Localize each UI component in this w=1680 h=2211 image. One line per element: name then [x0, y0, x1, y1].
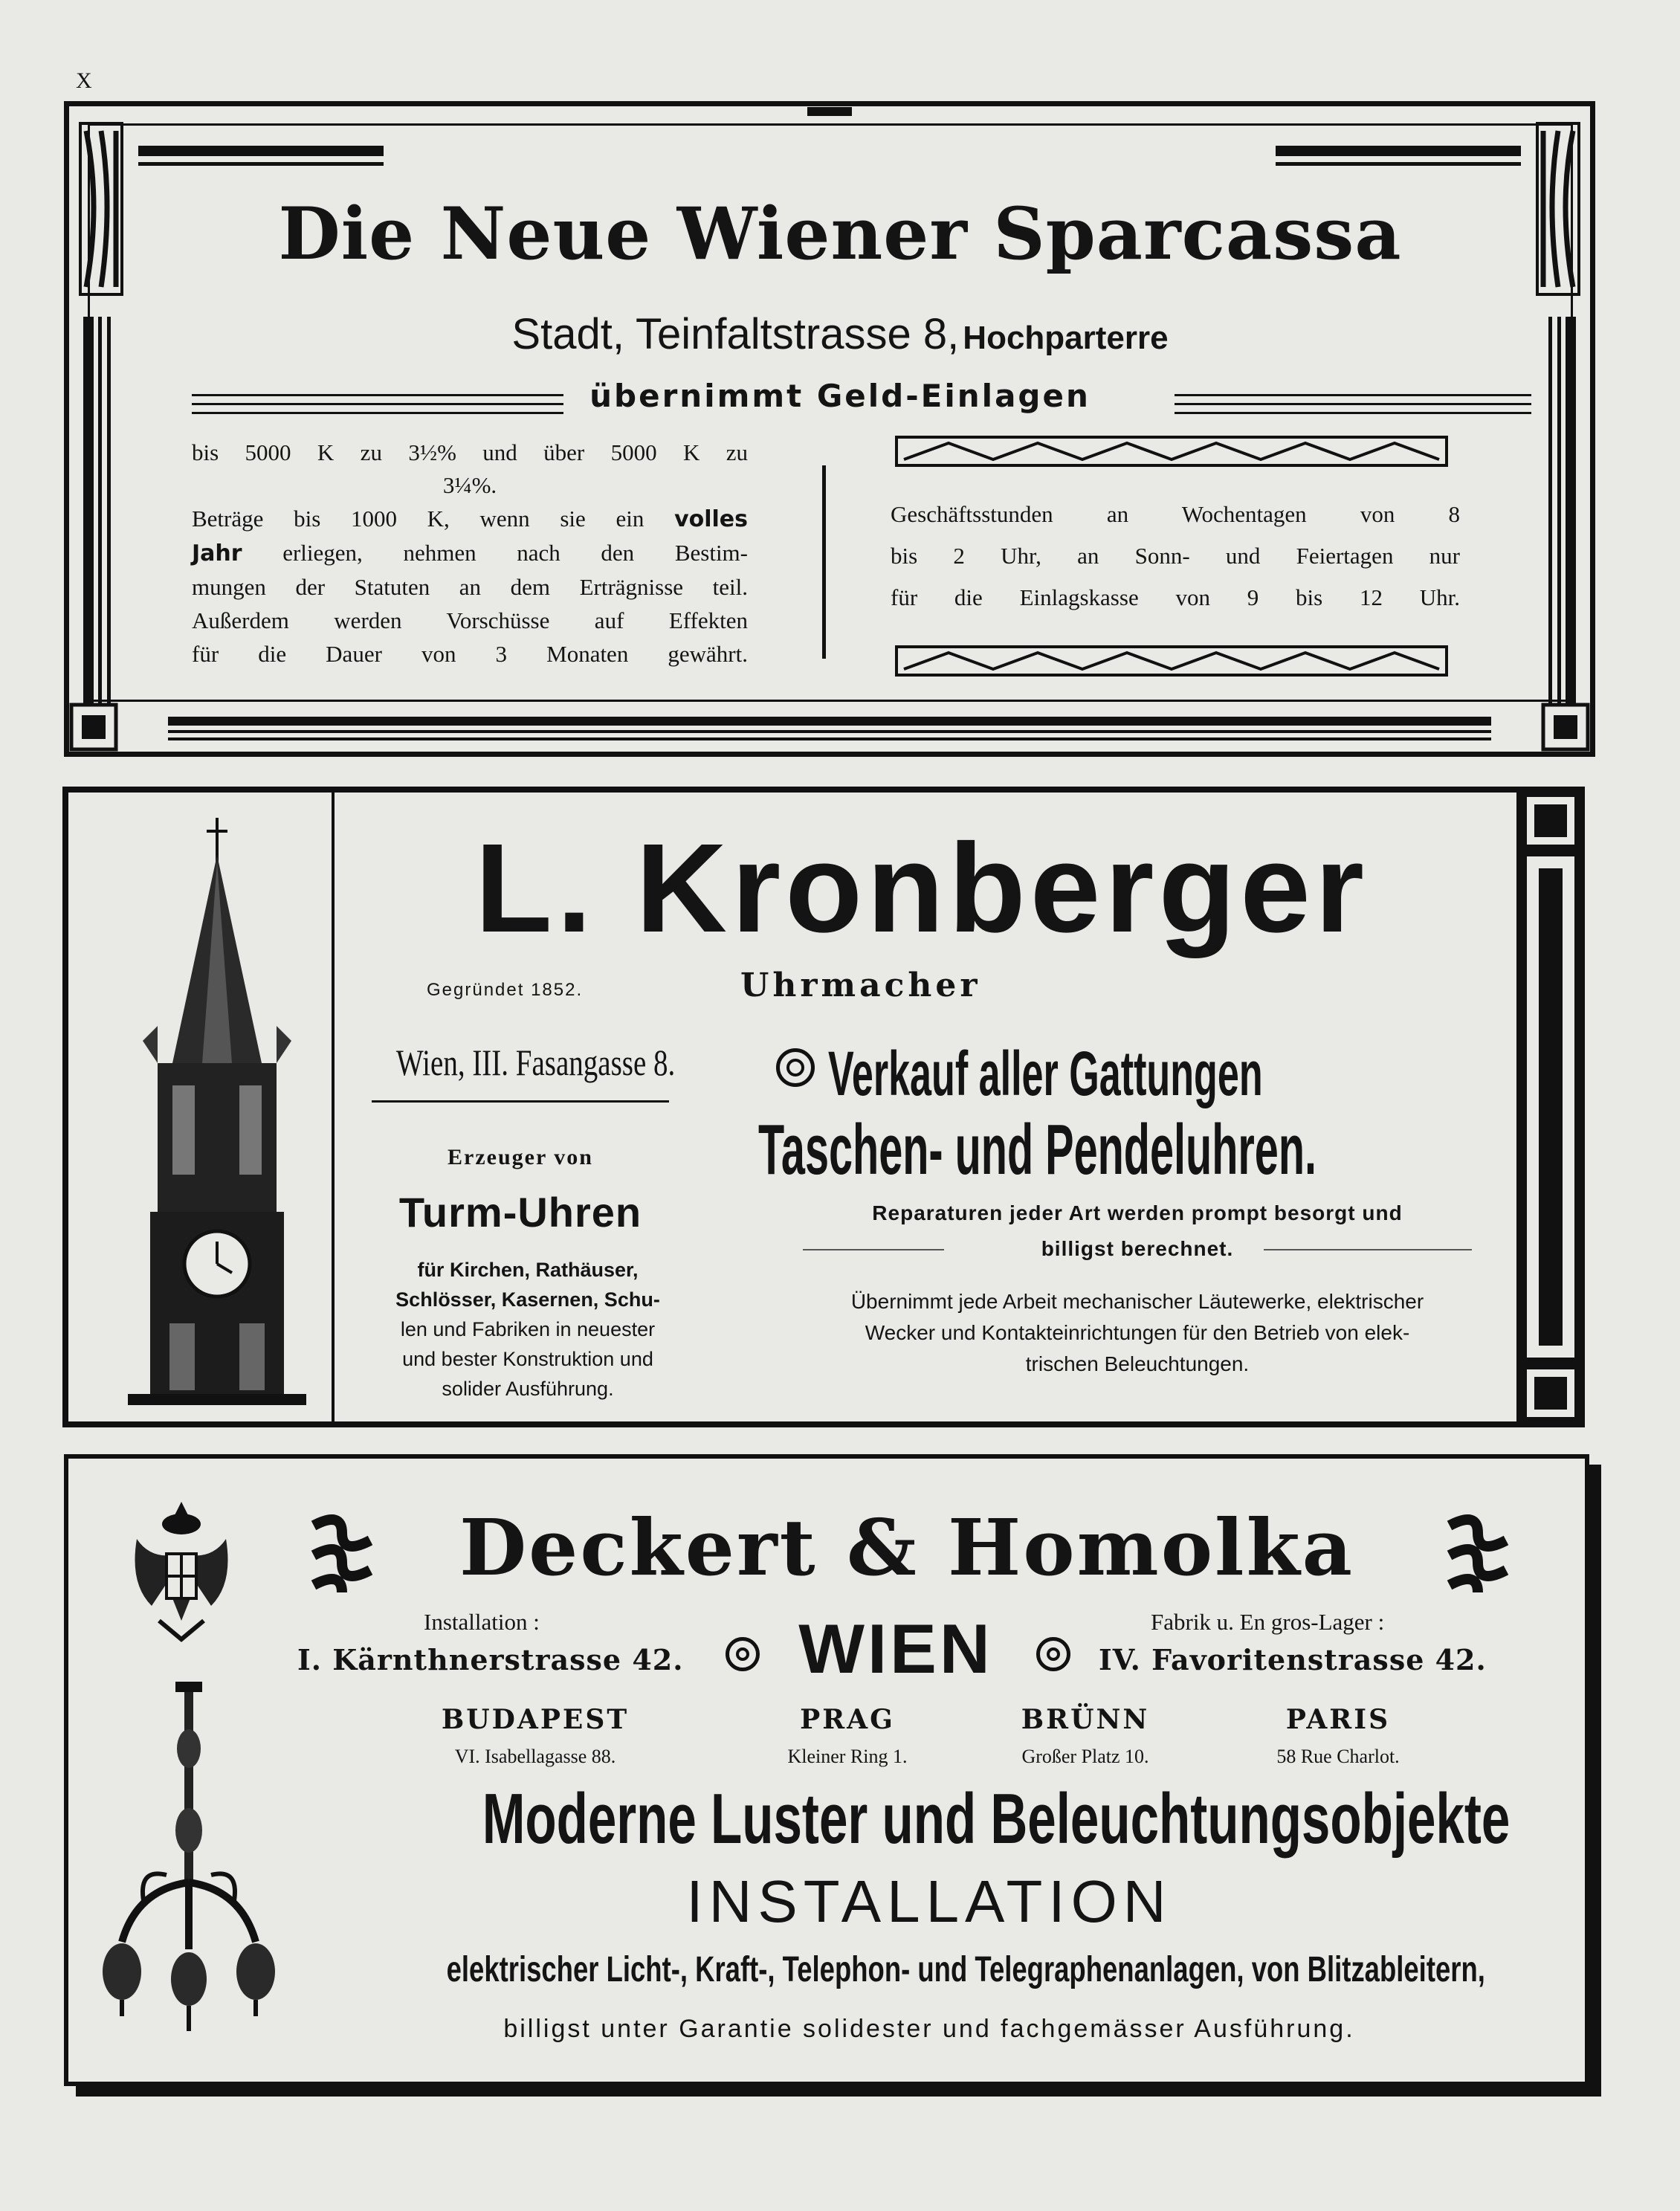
circle-bullet-inner — [786, 1059, 804, 1077]
service-line-1: Übernimmt jede Arbeit mechanischer Läutewerke, elektrischer — [850, 1290, 1424, 1313]
kronberger-headline-2: Taschen- und Pendeluhren. — [758, 1110, 1317, 1190]
repairs-rule-left — [803, 1249, 944, 1250]
circle-bullet-inner — [1047, 1647, 1060, 1661]
product-detail-3: len und Fabriken in neuester — [400, 1318, 656, 1340]
sparcassa-terms — [192, 436, 748, 671]
deckert-footer: billigst unter Garantie solidester und fachgemässer Ausführung. — [503, 2015, 1355, 2043]
kronberger-headline-1: Verkauf aller Gattungen — [828, 1039, 1263, 1108]
sparcassa-terms-line-2: Jahr erliegen, nehmen nach den Bestim- — [192, 540, 748, 567]
sparcassa-hours-line-1: Geschäftsstunden an Wochentagen von 8 — [891, 501, 1460, 527]
page-number: X — [76, 68, 92, 93]
deckert-name: Deckert & Homolka — [459, 1502, 1355, 1593]
sparcassa-hours-line-3: für die Einlagskasse von 9 bis 12 Uhr. — [891, 584, 1460, 610]
branch-city-bruenn: BRÜNN — [1021, 1704, 1150, 1735]
sparcassa-rates-line1: bis 5000 K zu 3½% und über 5000 K zu — [192, 439, 748, 465]
service-line-3: trischen Beleuchtungen. — [1025, 1352, 1250, 1375]
deckert-factory-address: IV. Favoritenstrasse 42. — [1099, 1643, 1487, 1676]
repairs-rule-right — [1264, 1249, 1472, 1250]
kronberger-repairs-2: billigst berechnet. — [1041, 1237, 1234, 1260]
sparcassa-address-line — [149, 309, 1531, 359]
sparcassa-hours — [891, 494, 1460, 619]
kronberger-services — [766, 1286, 1509, 1380]
chandelier-illustration — [92, 1682, 285, 2039]
sparcassa-terms-line-4: Außerdem werden Vorschüsse auf Effekten — [192, 607, 748, 633]
deckert-headline: Moderne Luster und Beleuchtungsobjekte — [482, 1779, 1511, 1859]
sparcassa-address-suffix: Hochparterre — [963, 320, 1169, 356]
kronberger-address-rule — [372, 1100, 669, 1103]
sparcassa-hours-line-2: bis 2 Uhr, an Sonn- und Feiertagen nur — [891, 543, 1460, 569]
deckert-city: WIEN — [798, 1610, 993, 1688]
circle-bullet-inner — [736, 1647, 749, 1661]
deckert-installation-title: INSTALLATION — [686, 1868, 1172, 1934]
kronberger-name: L. Kronberger — [474, 818, 1369, 959]
sparcassa-subtitle: übernimmt Geld-Einlagen — [589, 378, 1091, 414]
deckert-headline-wrap — [282, 1778, 1576, 1860]
sparcassa-terms-line-1: Beträge bis 1000 K, wenn sie ein volles — [192, 506, 748, 532]
deckert-installation-address: I. Kärnthnerstrasse 42. — [297, 1643, 684, 1676]
kronberger-address-wrap — [357, 1041, 684, 1084]
kronberger-divider — [332, 793, 335, 1421]
kronberger-repairs-1: Reparaturen jeder Art werden prompt besorgt und — [872, 1201, 1403, 1224]
kronberger-right-ornament — [1516, 787, 1585, 1427]
church-tower-illustration — [128, 818, 306, 1405]
deckert-installation-label: Installation : — [424, 1609, 540, 1635]
branch-city-prag: PRAG — [800, 1704, 895, 1735]
kronberger-founded: Gegründet 1852. — [427, 980, 584, 1000]
branch-address-prag: Kleiner Ring 1. — [787, 1746, 908, 1767]
kronberger-address: Wien, III. Fasangasse 8. — [395, 1042, 676, 1083]
sparcassa-title: Die Neue Wiener Sparcassa — [278, 192, 1402, 276]
product-detail-2: Schlösser, Kasernen, Schu- — [395, 1288, 660, 1311]
branch-address-bruenn: Großer Platz 10. — [1021, 1746, 1149, 1767]
deckert-services-wrap — [282, 1949, 1576, 1990]
kronberger-product: Turm-Uhren — [398, 1189, 642, 1236]
product-detail-1: für Kirchen, Rathäuser, — [417, 1259, 639, 1281]
sparcassa-terms-line-5: für die Dauer von 3 Monaten gewährt. — [192, 641, 748, 667]
ornament-right-icon — [1442, 1511, 1513, 1600]
branch-address-paris: 58 Rue Charlot. — [1276, 1746, 1400, 1767]
sparcassa-address: Stadt, Teinfaltstrasse 8, — [511, 310, 960, 358]
deckert-services: elektrischer Licht-, Kraft-, Telephon- und Telegraphenanlagen, von Blitzableitern, — [446, 1950, 1485, 1989]
deckert-factory-label: Fabrik u. En gros-Lager : — [1151, 1609, 1385, 1635]
product-detail-5: solider Ausführung. — [442, 1378, 614, 1400]
kronberger-product-details — [357, 1255, 699, 1404]
kronberger-maker-label: Erzeuger von — [448, 1145, 593, 1169]
kronberger-trade: Uhrmacher — [740, 966, 981, 1004]
branch-city-budapest: BUDAPEST — [441, 1704, 630, 1735]
product-detail-4: und bester Konstruktion und — [402, 1348, 653, 1370]
branch-address-budapest: VI. Isabellagasse 88. — [454, 1746, 616, 1767]
sparcassa-rates-line2: 3¼%. — [442, 472, 497, 498]
double-eagle-crest-icon — [122, 1494, 241, 1643]
service-line-2: Wecker und Kontakteinrichtungen für den Betrieb von elek- — [865, 1321, 1410, 1344]
kronberger-headline-2-wrap — [758, 1109, 1502, 1191]
branch-city-paris: PARIS — [1285, 1704, 1391, 1735]
sparcassa-terms-line-3: mungen der Statuten an dem Erträgnisse teil. — [192, 574, 748, 600]
ornament-left-icon — [306, 1511, 378, 1600]
